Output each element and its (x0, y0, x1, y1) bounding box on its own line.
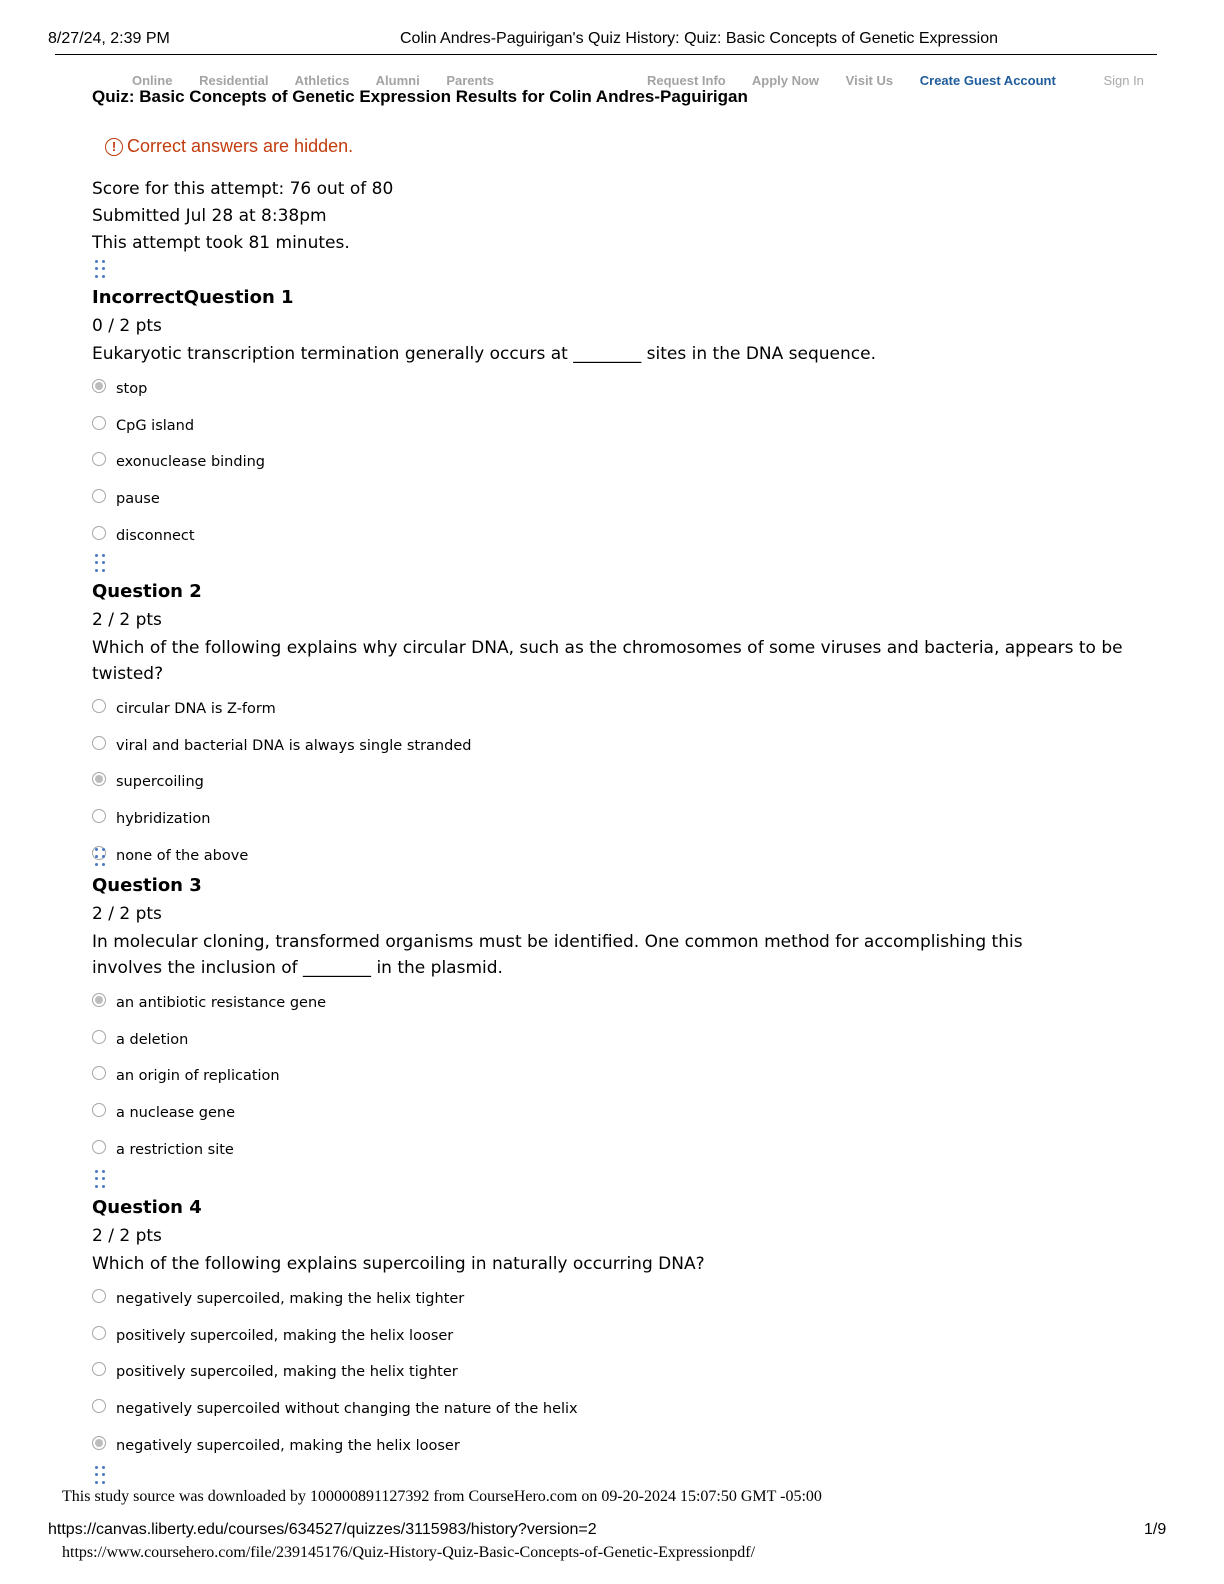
question-2 (92, 554, 1152, 874)
answer-option[interactable]: a deletion (92, 1022, 1072, 1059)
nav-right-group (647, 73, 1144, 88)
radio-selected-icon[interactable] (92, 1436, 106, 1450)
answer-option[interactable]: circular DNA is Z-form (92, 691, 1152, 728)
nav-link-parents[interactable]: Parents (446, 73, 495, 88)
answer-list (92, 691, 1152, 874)
answer-option[interactable]: hybridization (92, 801, 1152, 838)
attempt-score: Score for this attempt: 76 out of 80 (92, 179, 394, 199)
results-heading: Quiz: Basic Concepts of Genetic Expression Results for Colin Andres-Paguirigan (92, 87, 748, 106)
answer-option[interactable]: a restriction site (92, 1131, 1072, 1168)
answer-option[interactable]: none of the above (92, 837, 1152, 874)
answer-list (92, 985, 1072, 1168)
footer-url: https://canvas.liberty.edu/courses/634527/quizzes/3115983/history?version=2 (48, 1521, 597, 1538)
attempt-summary (92, 176, 393, 257)
question-text: In molecular cloning, transformed organisms must be identified. One common method for accomplishing this involves the inclusion of ________ in the plasmid. (92, 932, 1023, 978)
question-4 (92, 1170, 1132, 1464)
question-title: Question 3 (92, 875, 202, 896)
drag-handle-icon[interactable] (95, 260, 109, 280)
attempt-duration: This attempt took 81 minutes. (92, 233, 350, 253)
radio-icon[interactable] (92, 1399, 106, 1413)
nav-left-group (132, 73, 517, 88)
question-1 (92, 260, 1132, 554)
print-title: Colin Andres-Paguirigan's Quiz History: Quiz: Basic Concepts of Genetic Expression (400, 30, 998, 47)
question-5-drag-area (92, 1466, 109, 1486)
create-guest-account-link[interactable]: Create Guest Account (919, 73, 1056, 88)
answer-option[interactable]: an origin of replication (92, 1058, 1072, 1095)
answer-option[interactable]: viral and bacterial DNA is always single stranded (92, 728, 1152, 765)
question-points: 2 / 2 pts (92, 904, 162, 924)
question-3 (92, 848, 1072, 1168)
answer-option[interactable]: a nuclease gene (92, 1095, 1072, 1132)
answer-list (92, 1281, 1132, 1464)
radio-icon[interactable] (92, 489, 106, 503)
nav-link-athletics[interactable]: Athletics (294, 73, 350, 88)
answer-option[interactable]: an antibiotic resistance gene (92, 985, 1072, 1022)
radio-selected-icon[interactable] (92, 993, 106, 1007)
radio-icon[interactable] (92, 452, 106, 466)
radio-icon[interactable] (92, 809, 106, 823)
question-text: Which of the following explains supercoiling in naturally occurring DNA? (92, 1254, 705, 1274)
question-points: 2 / 2 pts (92, 1226, 162, 1246)
answer-option[interactable]: pause (92, 481, 1132, 518)
nav-link-online[interactable]: Online (132, 73, 173, 88)
radio-icon[interactable] (92, 526, 106, 540)
attempt-submitted: Submitted Jul 28 at 8:38pm (92, 206, 327, 226)
answer-option[interactable]: disconnect (92, 517, 1132, 554)
source-url: https://www.coursehero.com/file/239145176/Quiz-History-Quiz-Basic-Concepts-of-Genetic-Expressionpdf/ (62, 1544, 756, 1561)
answer-option[interactable]: negatively supercoiled, making the helix looser (92, 1427, 1132, 1464)
answer-option[interactable]: negatively supercoiled without changing the nature of the helix (92, 1391, 1132, 1428)
radio-icon[interactable] (92, 736, 106, 750)
nav-link-apply-now[interactable]: Apply Now (751, 73, 820, 88)
drag-handle-icon[interactable] (95, 1170, 109, 1190)
answer-option[interactable]: positively supercoiled, making the helix looser (92, 1318, 1132, 1355)
page-number: 1/9 (1144, 1521, 1167, 1538)
answer-option[interactable]: stop (92, 371, 1132, 408)
radio-icon[interactable] (92, 1066, 106, 1080)
nav-link-alumni[interactable]: Alumni (375, 73, 420, 88)
answer-option[interactable]: supercoiling (92, 764, 1152, 801)
drag-handle-icon[interactable] (95, 848, 109, 868)
nav-link-visit-us[interactable]: Visit Us (845, 73, 894, 88)
drag-handle-icon[interactable] (95, 1466, 109, 1486)
radio-selected-icon[interactable] (92, 379, 106, 393)
radio-icon[interactable] (92, 1326, 106, 1340)
radio-icon[interactable] (92, 1140, 106, 1154)
nav-link-residential[interactable]: Residential (199, 73, 269, 88)
question-points: 2 / 2 pts (92, 610, 162, 630)
print-header (48, 30, 1176, 52)
warning-icon: ! (105, 138, 123, 156)
answer-option[interactable]: exonuclease binding (92, 444, 1132, 481)
answer-option[interactable]: CpG island (92, 408, 1132, 445)
drag-handle-icon[interactable] (95, 554, 109, 574)
answers-hidden-notice (105, 136, 353, 157)
radio-selected-icon[interactable] (92, 772, 106, 786)
radio-icon[interactable] (92, 416, 106, 430)
answer-option[interactable]: negatively supercoiled, making the helix tighter (92, 1281, 1132, 1318)
radio-icon[interactable] (92, 699, 106, 713)
question-title: IncorrectQuestion 1 (92, 287, 294, 308)
question-points: 0 / 2 pts (92, 316, 162, 336)
header-divider (55, 54, 1157, 55)
radio-icon[interactable] (92, 1103, 106, 1117)
question-text: Eukaryotic transcription termination generally occurs at ________ sites in the DNA sequence. (92, 344, 876, 364)
radio-icon[interactable] (92, 1030, 106, 1044)
question-text: Which of the following explains why circular DNA, such as the chromosomes of some viruses and bacteria, appears to be twisted? (92, 638, 1123, 684)
question-title: Question 4 (92, 1197, 202, 1218)
answer-list (92, 371, 1132, 554)
study-source-notice: This study source was downloaded by 100000891127392 from CourseHero.com on 09-20-2024 15:07:50 GMT -05:00 (62, 1488, 822, 1505)
notice-text: Correct answers are hidden. (127, 136, 354, 156)
question-title: Question 2 (92, 581, 202, 602)
radio-icon[interactable] (92, 1289, 106, 1303)
sign-in-link[interactable]: Sign In (1103, 73, 1144, 88)
answer-option[interactable]: positively supercoiled, making the helix tighter (92, 1354, 1132, 1391)
print-datetime: 8/27/24, 2:39 PM (48, 30, 170, 47)
radio-icon[interactable] (92, 1362, 106, 1376)
nav-link-request-info[interactable]: Request Info (647, 73, 726, 88)
